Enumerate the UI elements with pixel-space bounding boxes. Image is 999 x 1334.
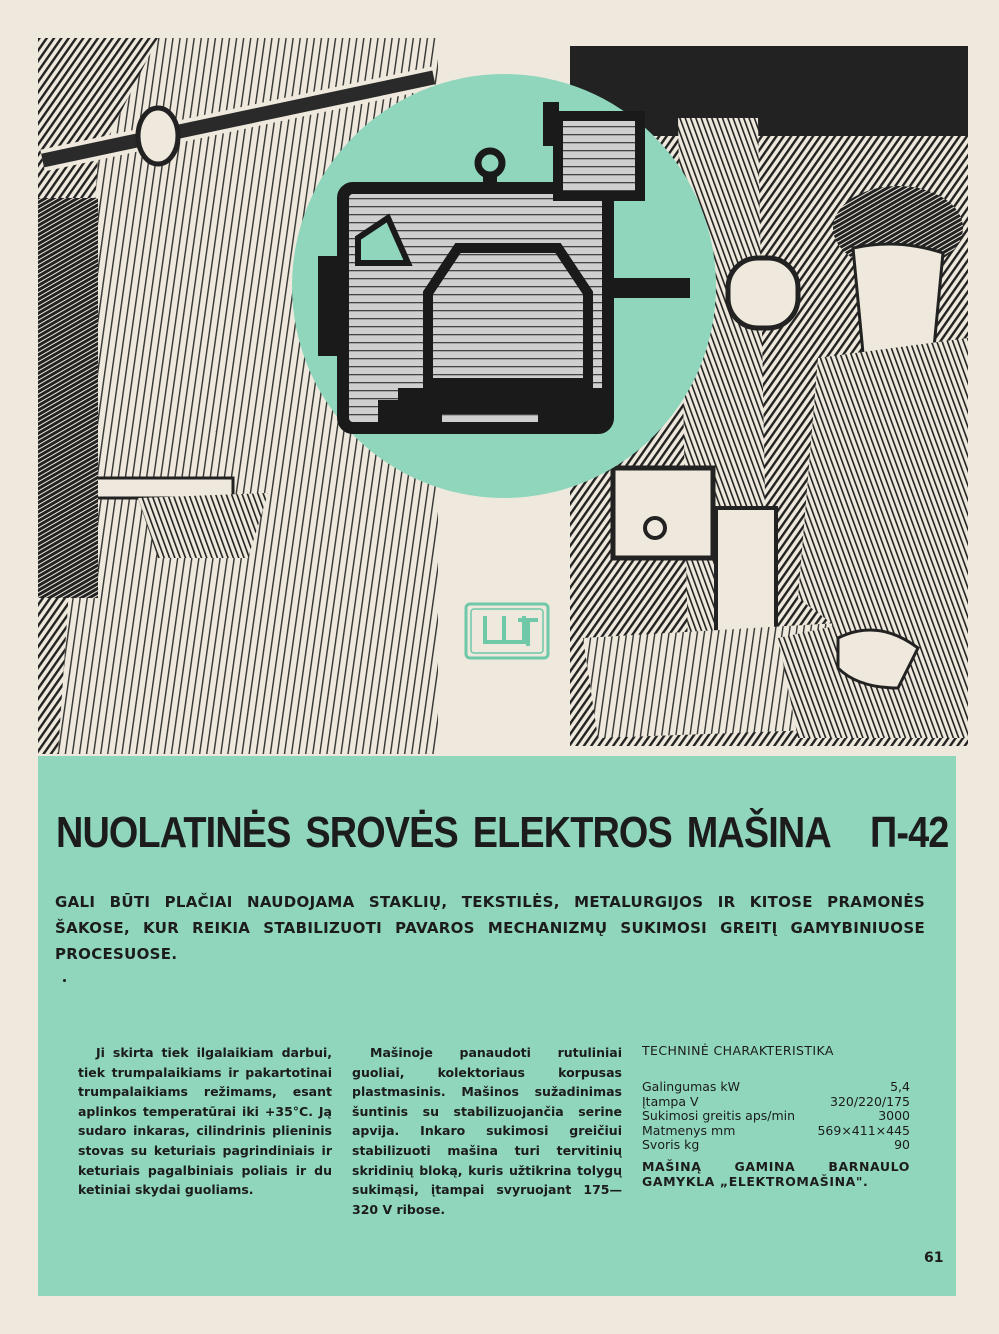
dot-mark (63, 979, 66, 982)
spec-label: Įtampa V (642, 1093, 699, 1109)
spec-label: Matmenys mm (642, 1122, 736, 1138)
description-column-1: Ji skirta tiek ilgalaikiam darbui, tiek trumpalaikiams ir pakartotinai trumpalaikiams režimams, esant aplinkos temperatūrai iki +35°C. Ją sudaro inkaras, cilindrinis plieninis stovas su keturiais pagrindiniais ir keturiais pagalbiniais poliais ir du ketiniai skydai guoliams. (78, 1045, 332, 1198)
headline (56, 808, 949, 858)
page-number: 61 (924, 1250, 944, 1266)
spec-row (642, 1138, 910, 1153)
description-column-2: Mašinoje panaudoti rutuliniai guoliai, kolektoriaus korpusas plastmasinis. Mašinos sužadinimas šuntinis su stabilizuojančia serine apvija. Inkaro sukimosi greičiui stabilizuoti mašina turi tervitinių skridinių bloką, kuris užtikrina tolygų sukimąsi, įtampai svyruojant 175—320 V ribose. (352, 1045, 622, 1217)
spec-row (642, 1080, 910, 1095)
technical-specs (642, 1043, 910, 1189)
spec-label: Galingumas kW (642, 1079, 740, 1094)
lead-paragraph: GALI BŪTI PLAČIAI NAUDOJAMA STAKLIŲ, TEKSTILĖS, METALURGIJOS IR KITOSE PRAMONĖS ŠAKOSE, KUR REIKIA STABILIZUOTI PAVAROS MECHANIZMŲ SUKIMOSI GREITĮ GAMYBINIUOSE PROCESUOSE. (55, 893, 925, 963)
spec-row (642, 1095, 910, 1110)
headline-model: П-42 (870, 808, 949, 857)
spec-value: 3000 (878, 1108, 910, 1123)
ad-text-panel (38, 756, 956, 1296)
spec-value: 569×411×445 (817, 1122, 910, 1138)
spec-row (642, 1124, 910, 1139)
spec-value: 90 (894, 1137, 910, 1152)
spec-value: 320/220/175 (830, 1093, 910, 1109)
spec-label: Sukimosi greitis aps/min (642, 1108, 796, 1123)
spec-value: 5,4 (890, 1079, 910, 1094)
specs-title: TECHNINĖ CHARAKTERISTIKA (642, 1043, 834, 1058)
illustration (38, 38, 968, 754)
spec-label: Svoris kg (642, 1137, 700, 1152)
headline-main: NUOLATINĖS SROVĖS ELEKTROS MAŠINA (56, 808, 830, 857)
lut-logo (466, 604, 548, 658)
manufacturer-note: MAŠINĄ GAMINA BARNAULO GAMYKLA „ELEKTROMAŠINA". (642, 1158, 910, 1189)
motor-emblem (292, 74, 716, 498)
specs-table (642, 1080, 910, 1153)
spec-row (642, 1109, 910, 1124)
